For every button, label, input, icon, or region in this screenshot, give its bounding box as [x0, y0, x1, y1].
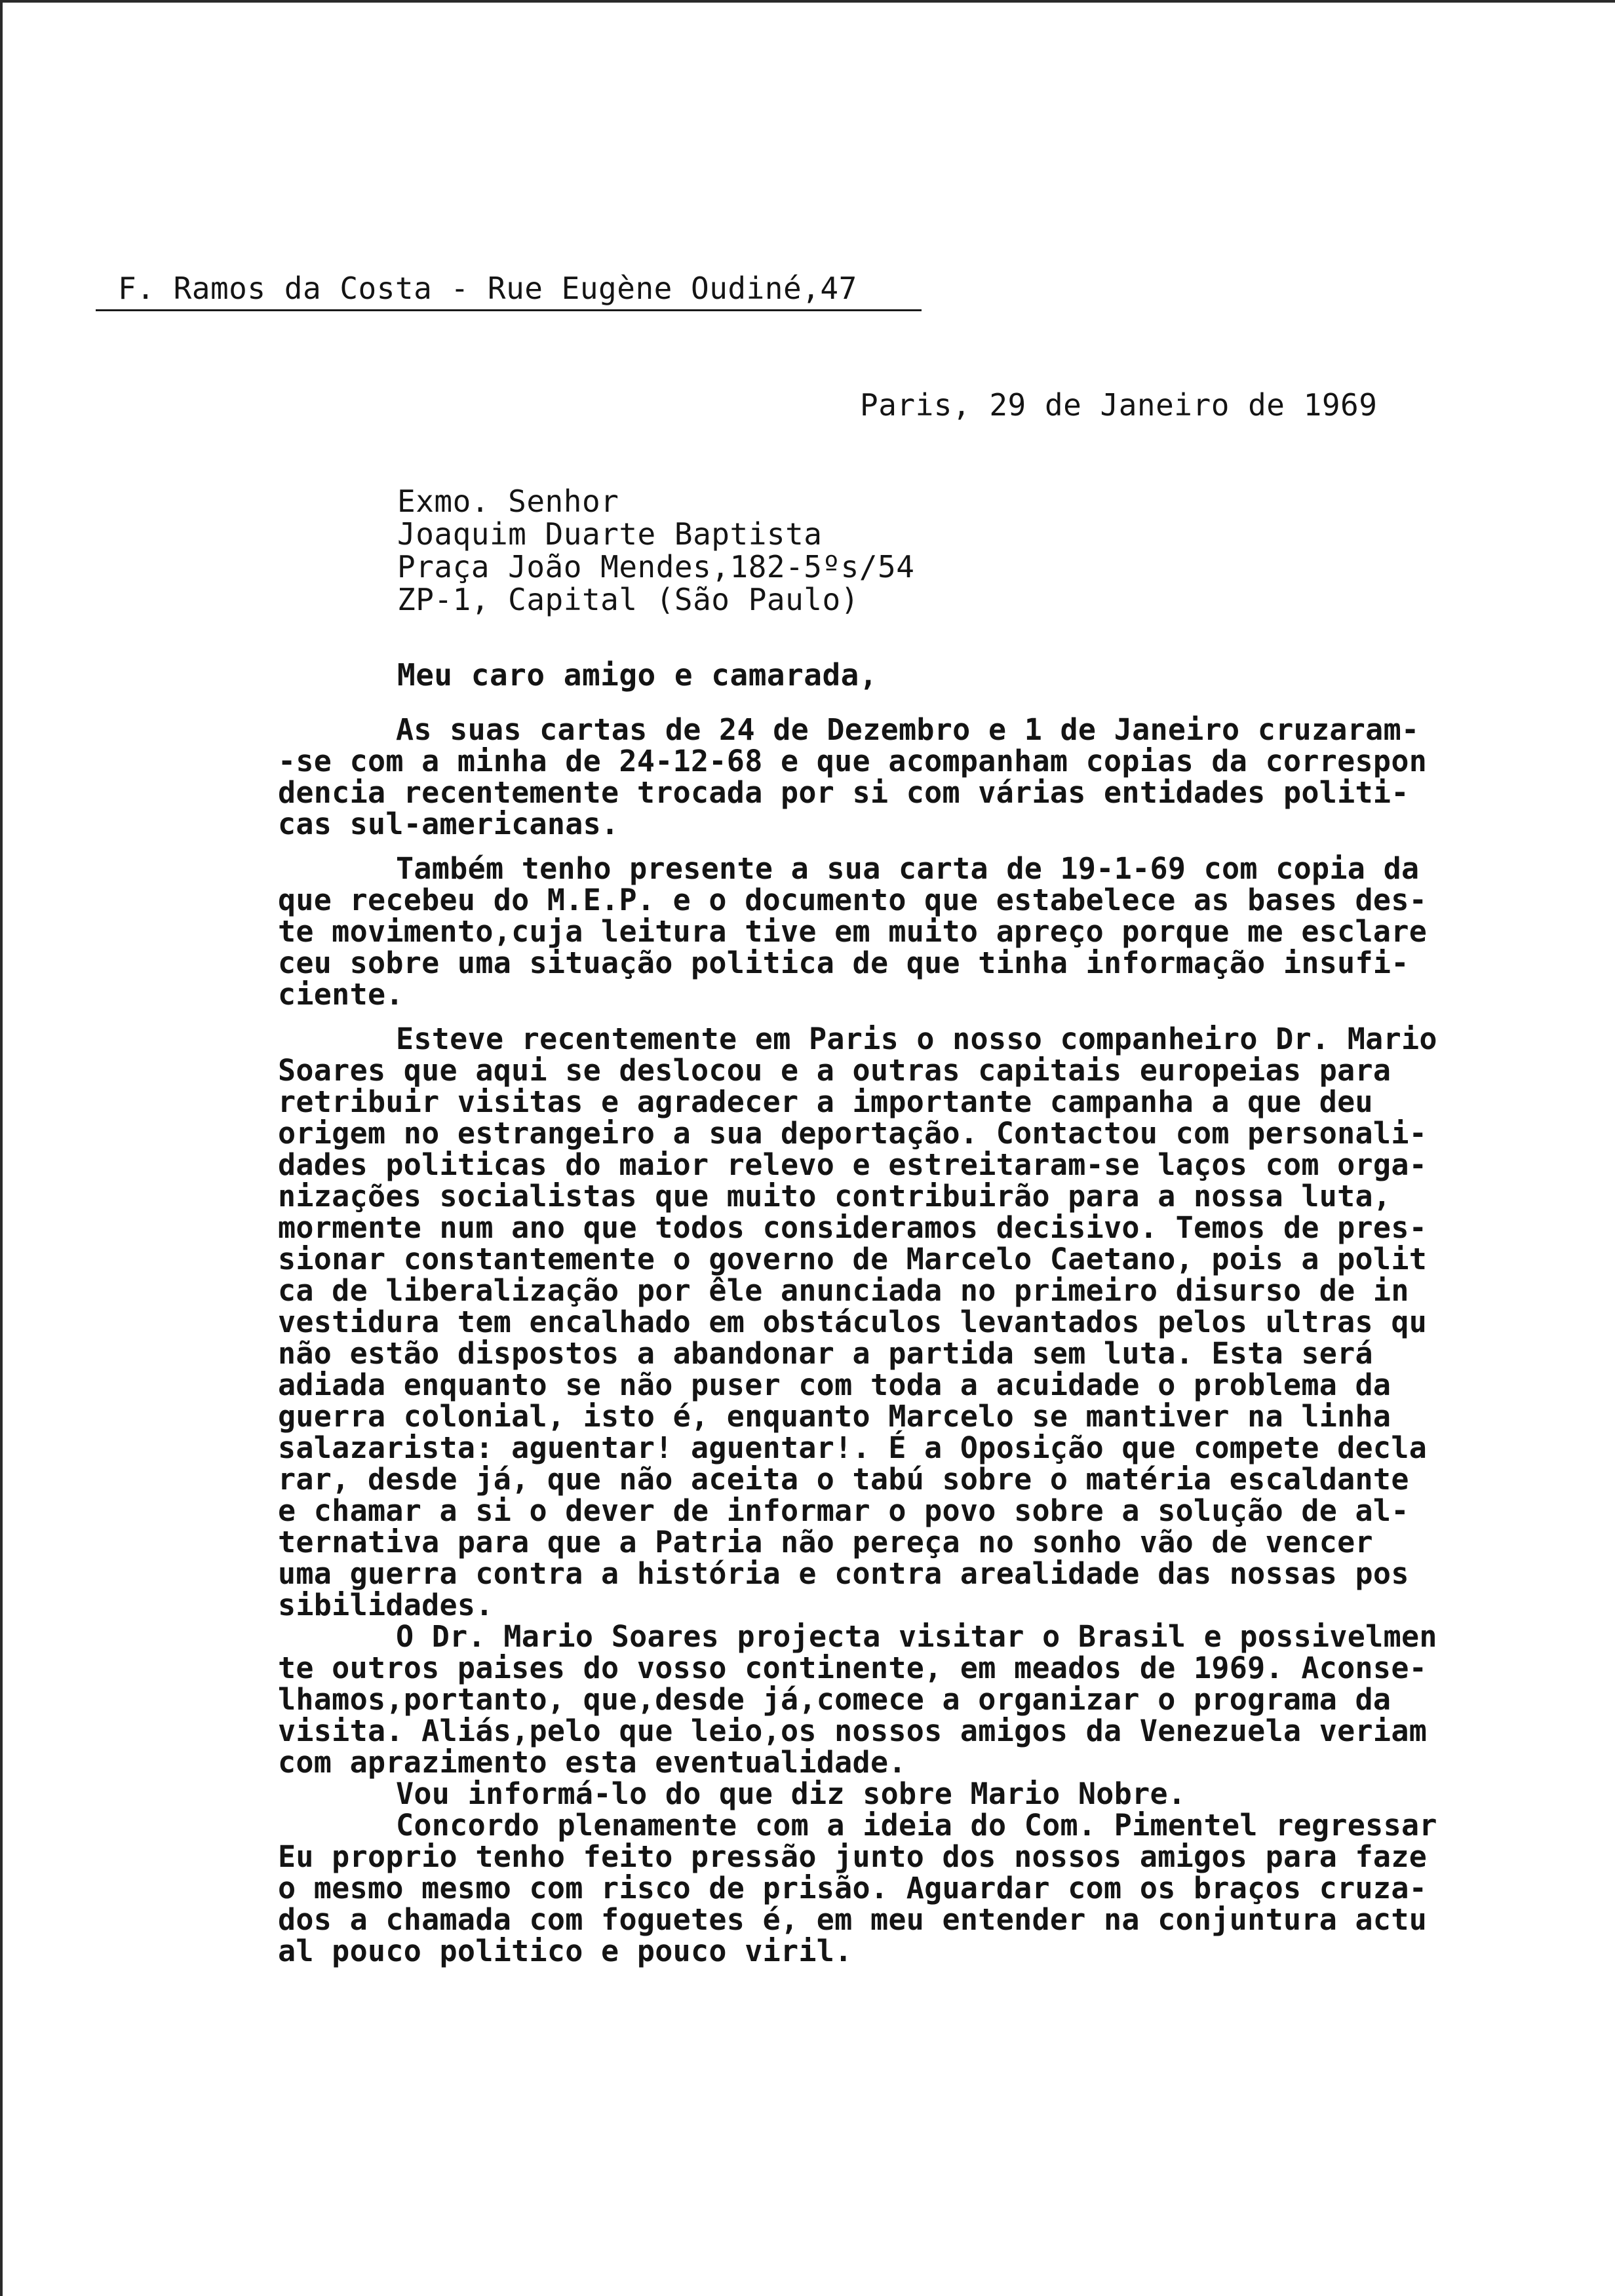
- letterhead: F. Ramos da Costa - Rue Eugène Oudiné,47: [118, 271, 857, 306]
- body-paragraph: [278, 1621, 1582, 1778]
- recipient-address: [397, 485, 914, 616]
- body-line: dencia recentemente trocada por si com várias entidades politi-: [278, 775, 1409, 810]
- body-paragraph: [278, 714, 1582, 840]
- body-paragraph: [278, 1778, 1582, 1810]
- body-line: retribuir visitas e agradecer a importante campanha a que deu: [278, 1084, 1373, 1119]
- body-line: As suas cartas de 24 de Dezembro e 1 de Janeiro cruzaram-: [396, 712, 1420, 747]
- body-line: al pouco politico e pouco viril.: [278, 1934, 853, 1968]
- body-line: Concordo plenamente com a ideia do Com. Pimentel regressar: [396, 1808, 1437, 1843]
- body-line: lhamos,portanto, que,desde já,comece a organizar o programa da: [278, 1682, 1391, 1717]
- salutation: Meu caro amigo e camarada,: [397, 657, 878, 693]
- body-line: uma guerra contra a história e contra arealidade das nossas pos: [278, 1556, 1409, 1591]
- body-paragraph: [278, 1024, 1582, 1621]
- address-line: Exmo. Senhor: [397, 484, 619, 519]
- address-line: ZP-1, Capital (São Paulo): [397, 582, 859, 617]
- body-line: visita. Aliás,pelo que leio,os nossos amigos da Venezuela veriam: [278, 1713, 1428, 1748]
- body-line: dades politicas do maior relevo e estreitaram-se laços com orga-: [278, 1147, 1428, 1182]
- body-line: ca de liberalização por êle anunciada no primeiro disurso de in: [278, 1273, 1409, 1308]
- body-line: Vou informá-lo do que diz sobre Mario Nobre.: [396, 1776, 1186, 1811]
- body-line: dos a chamada com foguetes é, em meu entender na conjuntura actu: [278, 1902, 1428, 1937]
- letterhead-underline: [96, 309, 922, 311]
- body-line: O Dr. Mario Soares projecta visitar o Brasil e possivelmen: [396, 1619, 1437, 1654]
- body-line: Eu proprio tenho feito pressão junto dos nossos amigos para faze: [278, 1839, 1428, 1874]
- body-line: adiada enquanto se não puser com toda a acuidade o problema da: [278, 1368, 1391, 1402]
- body-line: rar, desde já, que não aceita o tabú sobre o matéria escaldante: [278, 1462, 1409, 1497]
- letter-body: [278, 714, 1582, 1980]
- body-line: ciente.: [278, 977, 404, 1012]
- body-line: mormente num ano que todos consideramos decisivo. Temos de pres-: [278, 1210, 1428, 1245]
- body-line: ternativa para que a Patria não pereça no sonho vão de vencer: [278, 1525, 1373, 1559]
- body-line: Soares que aqui se deslocou e a outras capitais europeias para: [278, 1053, 1391, 1088]
- body-line: sibilidades.: [278, 1588, 494, 1622]
- address-line: Praça João Mendes,182-5ºs/54: [397, 549, 915, 584]
- body-line: Esteve recentemente em Paris o nosso companheiro Dr. Mario: [396, 1022, 1437, 1056]
- body-line: -se com a minha de 24-12-68 e que acompanham copias da correspon: [278, 744, 1428, 778]
- body-paragraph: [278, 1810, 1582, 1967]
- body-line: cas sul-americanas.: [278, 807, 619, 841]
- body-line: e chamar a si o dever de informar o povo sobre a solução de al-: [278, 1493, 1409, 1528]
- body-line: guerra colonial, isto é, enquanto Marcelo se mantiver na linha: [278, 1399, 1391, 1434]
- scan-edge-left: [0, 0, 8, 2296]
- body-line: não estão dispostos a abandonar a partida sem luta. Esta será: [278, 1336, 1373, 1371]
- body-line: sionar constantemente o governo de Marcelo Caetano, pois a polit: [278, 1242, 1428, 1276]
- dateline: Paris, 29 de Janeiro de 1969: [860, 387, 1378, 423]
- address-line: Joaquim Duarte Baptista: [397, 516, 823, 552]
- body-line: salazarista: aguentar! aguentar!. É a Oposição que compete decla: [278, 1430, 1428, 1465]
- body-line: vestidura tem encalhado em obstáculos levantados pelos ultras qu: [278, 1305, 1428, 1339]
- body-line: te outros paises do vosso continente, em meados de 1969. Aconse-: [278, 1651, 1428, 1685]
- body-line: nizações socialistas que muito contribuirão para a nossa luta,: [278, 1179, 1391, 1214]
- body-line: que recebeu do M.E.P. e o documento que estabelece as bases des-: [278, 883, 1428, 917]
- body-line: Também tenho presente a sua carta de 19-1-69 com copia da: [396, 851, 1420, 886]
- body-line: com aprazimento esta eventualidade.: [278, 1745, 906, 1780]
- body-line: origem no estrangeiro a sua deportação. Contactou com personali-: [278, 1116, 1428, 1151]
- body-line: ceu sobre uma situação politica de que tinha informação insufi-: [278, 946, 1409, 980]
- scan-edge-top: [0, 0, 1615, 8]
- body-paragraph: [278, 853, 1582, 1010]
- body-line: o mesmo mesmo com risco de prisão. Aguardar com os braços cruza-: [278, 1871, 1428, 1905]
- body-line: te movimento,cuja leitura tive em muito apreço porque me esclare: [278, 914, 1428, 949]
